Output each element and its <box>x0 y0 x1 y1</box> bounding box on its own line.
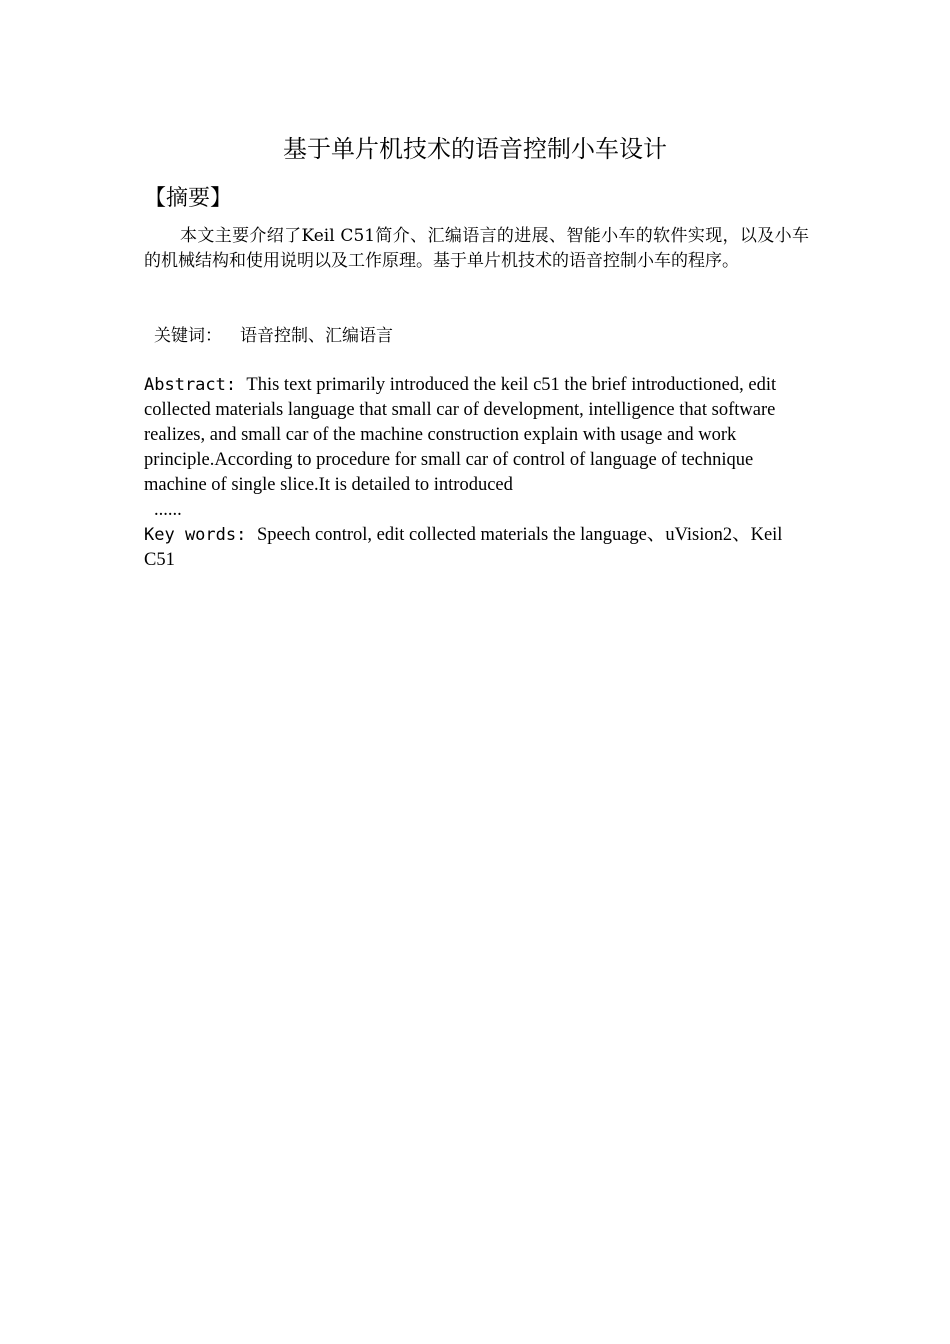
abstract-ellipsis: ...... <box>154 500 182 520</box>
english-abstract-text: This text primarily introduced the keil c51 the brief introductioned, edit collected materials language that small car of development, intelligence that software realizes, and small car of the machine construction explain with usage and work principle.According to procedure for small car of control of language of technique machine of single slice.It is detailed to introduced <box>144 375 777 495</box>
english-keywords-value: Speech control, edit collected materials the language、uVision2、Keil C51 <box>144 525 783 570</box>
chinese-keywords-label: 关键词： <box>154 326 222 346</box>
chinese-keywords-value: 语音控制、汇编语言 <box>240 326 393 346</box>
chinese-abstract-text: 本文主要介绍了Keil C51简介、汇编语言的进展、智能小车的软件实现，以及小车的机械结构和使用说明以及工作原理。基于单片机技术的语音控制小车的程序。 <box>144 226 809 271</box>
english-keywords <box>144 523 809 573</box>
abstract-heading: 【摘要】 <box>144 186 233 211</box>
document-title: 基于单片机技术的语音控制小车设计 <box>283 135 667 163</box>
english-abstract <box>144 373 809 498</box>
chinese-keywords <box>154 323 393 349</box>
english-abstract-label: Abstract: <box>144 375 237 395</box>
english-keywords-label: Key words: <box>144 525 247 545</box>
